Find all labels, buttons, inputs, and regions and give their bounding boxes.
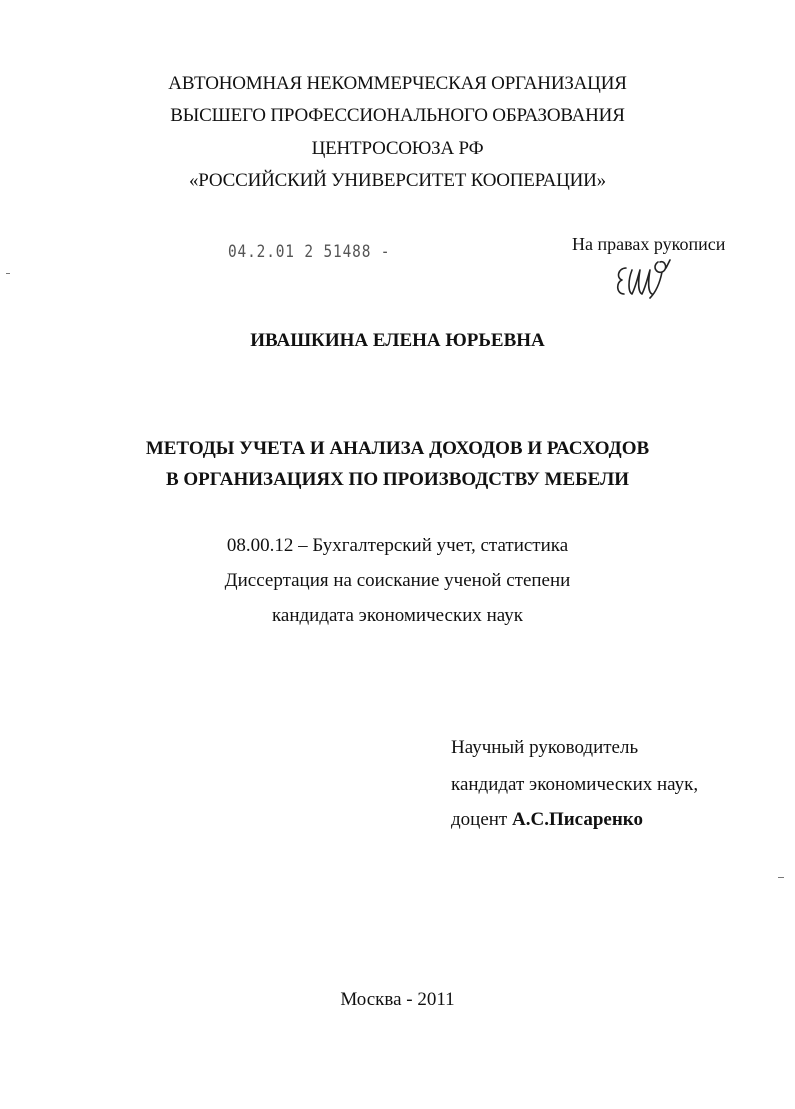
dissertation-title-line-1: МЕТОДЫ УЧЕТА И АНАЛИЗА ДОХОДОВ И РАСХОДОВ	[145, 438, 650, 459]
supervisor-name: А.С.Писаренко	[512, 809, 643, 830]
city-year: Москва - 2011	[340, 989, 455, 1010]
scan-speck	[6, 273, 10, 274]
degree-line-1: Диссертация на соискание ученой степени	[224, 570, 571, 591]
organization-line-1: АВТОНОМНАЯ НЕКОММЕРЧЕСКАЯ ОРГАНИЗАЦИЯ	[168, 73, 627, 94]
manuscript-rights-note: На правах рукописи	[572, 234, 726, 254]
supervisor-rank-and-name	[451, 808, 643, 832]
specialty-code: 08.00.12 – Бухгалтерский учет, статистика	[226, 535, 569, 556]
author-name: ИВАШКИНА ЕЛЕНА ЮРЬЕВНА	[250, 330, 545, 351]
organization-line-3: ЦЕНТРОСОЮЗА РФ	[311, 138, 484, 159]
supervisor-rank: доцент	[451, 809, 508, 830]
supervisor-degree: кандидат экономических наук,	[451, 774, 699, 795]
supervisor-role: Научный руководитель	[451, 737, 639, 758]
organization-line-4: «РОССИЙСКИЙ УНИВЕРСИТЕТ КООПЕРАЦИИ»	[188, 170, 606, 191]
handwritten-signature	[612, 256, 678, 300]
inventory-stamp: 04.2.01 2 51488 -	[228, 242, 391, 262]
dissertation-title-line-2: В ОРГАНИЗАЦИЯХ ПО ПРОИЗВОДСТВУ МЕБЕЛИ	[165, 469, 630, 490]
degree-line-2: кандидата экономических наук	[271, 605, 524, 626]
organization-line-2: ВЫСШЕГО ПРОФЕССИОНАЛЬНОГО ОБРАЗОВАНИЯ	[170, 105, 625, 126]
scan-speck	[778, 877, 784, 878]
